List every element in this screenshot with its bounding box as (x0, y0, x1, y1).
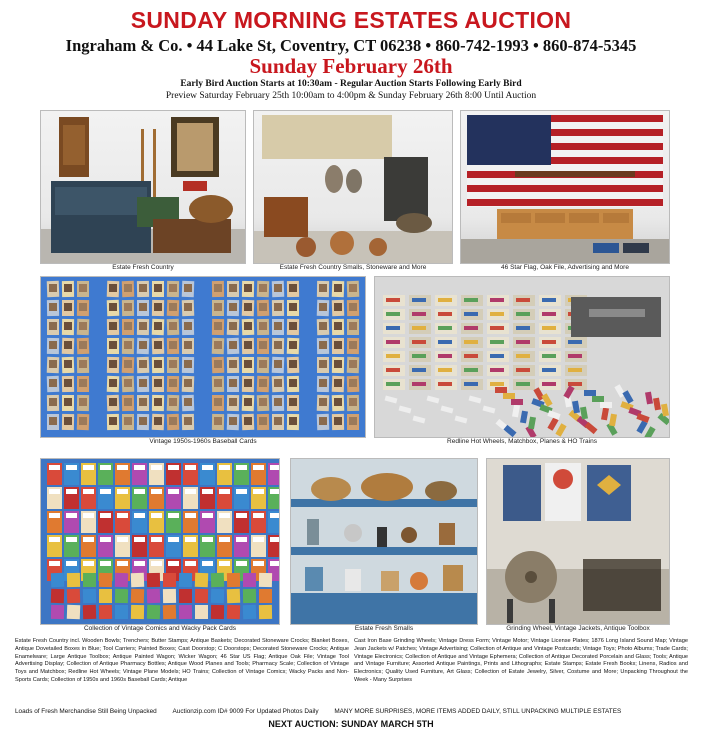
auction-title: SUNDAY MORNING ESTATES AUCTION (130, 7, 572, 33)
description-right: Cast Iron Base Grinding Wheels; Vintage Dress Form; Vintage Motor; Vintage License Plates; 1876 Long Island Sound Map; Vintage Jean Jackets w/ Patches; Vintage Advertising; Collection of Antique and Vintage Postcards; Vintage Toys; Photo Albums; Trade Cards; Vintage Electronics; Collection of Antique and Vintage Ephemera; Collection of Antique Decorated Porcelain and Glass; Tools; Antique and Vintage Furniture; Assorted Antique Paintings, Prints and Lithographs; Estate Stamps; Estate Fresh Books; Linens, Radios and Electronics; Quality Used Furniture, Art Glass; Collection of Estate Jewelry, Silver, Costume and More; Unpacking Throughout the Week - Many Surprises (354, 638, 688, 683)
footer-left: Loads of Fresh Merchandise Still Being Unpacked (15, 708, 157, 715)
comics-image (41, 459, 279, 624)
photo-grinding-wheel (486, 458, 670, 625)
footer-line (15, 708, 687, 715)
photo-hot-wheels (374, 276, 670, 438)
photo-star-flag (460, 110, 670, 264)
caption-2: Estate Fresh Country Smalls, Stoneware and More (279, 264, 427, 271)
smalls-image (291, 459, 477, 624)
country-furniture-image (41, 111, 245, 263)
caption-1: Estate Fresh Country (112, 264, 174, 271)
caption-4: Vintage 1950s-1960s Baseball Cards (149, 438, 257, 445)
preview-line: Preview Saturday February 25th 10:00am to 4:00pm & Sunday February 26th 8:00 Until Auction (165, 91, 537, 101)
toys-image (375, 277, 669, 437)
caption-5: Redline Hot Wheels, Matchbox, Planes & HO Trains (447, 438, 597, 445)
grinding-wheel-image (487, 459, 669, 624)
auction-date: Sunday February 26th (249, 54, 453, 78)
photo-estate-fresh-country (40, 110, 246, 264)
contact-line: Ingraham & Co. • 44 Lake St, Coventry, CT 06238 • 860-742-1993 • 860-874-5345 (65, 36, 637, 55)
photo-estate-smalls (290, 458, 478, 625)
flag-file-image (461, 111, 669, 263)
caption-3: 46 Star Flag, Oak File, Advertising and More (501, 264, 629, 271)
early-bird-line: Early Bird Auction Starts at 10:30am - Regular Auction Starts Following Early Bird (180, 79, 522, 89)
description-left: Estate Fresh Country incl. Wooden Bowls; Trenchers; Butter Stamps; Antique Baskets; Decorated Stoneware Crocks; Blanket Boxes, Antique Dovetailed Boxes in Blue; Tool Carriers; Painted Boxes; Cast Doorstop; C Doorstops; Decorated Stoneware Crocks; Antique Enamelware; Large Antique Toolbox; Antique Painted Wagon; Wicker Wagon; 46 Star US Flag; Antique Oak File; Vintage Tool Advertising Display; Collection of Antique Pharmacy Bottles; Antique Wood Planes and Tools; Pharmacy Scale; Collection of Vintage Toys and Matchbox; Redline Hot Wheels; Vintage Plane Models; HO Trains; Collection of Vintage Comics; Wacky Packs and Non-Sports Cards; Collection of 1950s and 1960s Baseball Cards; Antique (15, 638, 349, 683)
photo-comics (40, 458, 280, 625)
caption-6: Collection of Vintage Comics and Wacky Pack Cards (83, 625, 237, 632)
caption-7: Estate Fresh Smalls (354, 625, 414, 632)
next-auction: NEXT AUCTION: SUNDAY MARCH 5TH (268, 719, 434, 729)
photo-baseball-cards (40, 276, 366, 438)
footer-middle: Auctionzip.com ID# 9009 For Updated Photos Daily (172, 708, 319, 715)
baseball-cards-image (41, 277, 365, 437)
footer-right: MANY MORE SURPRISES, MORE ITEMS ADDED DAILY, STILL UNPACKING MULTIPLE ESTATES (334, 708, 622, 715)
caption-8: Grinding Wheel, Vintage Jackets, Antique Toolbox (506, 625, 650, 632)
country-smalls-image (254, 111, 452, 263)
photo-country-smalls (253, 110, 453, 264)
